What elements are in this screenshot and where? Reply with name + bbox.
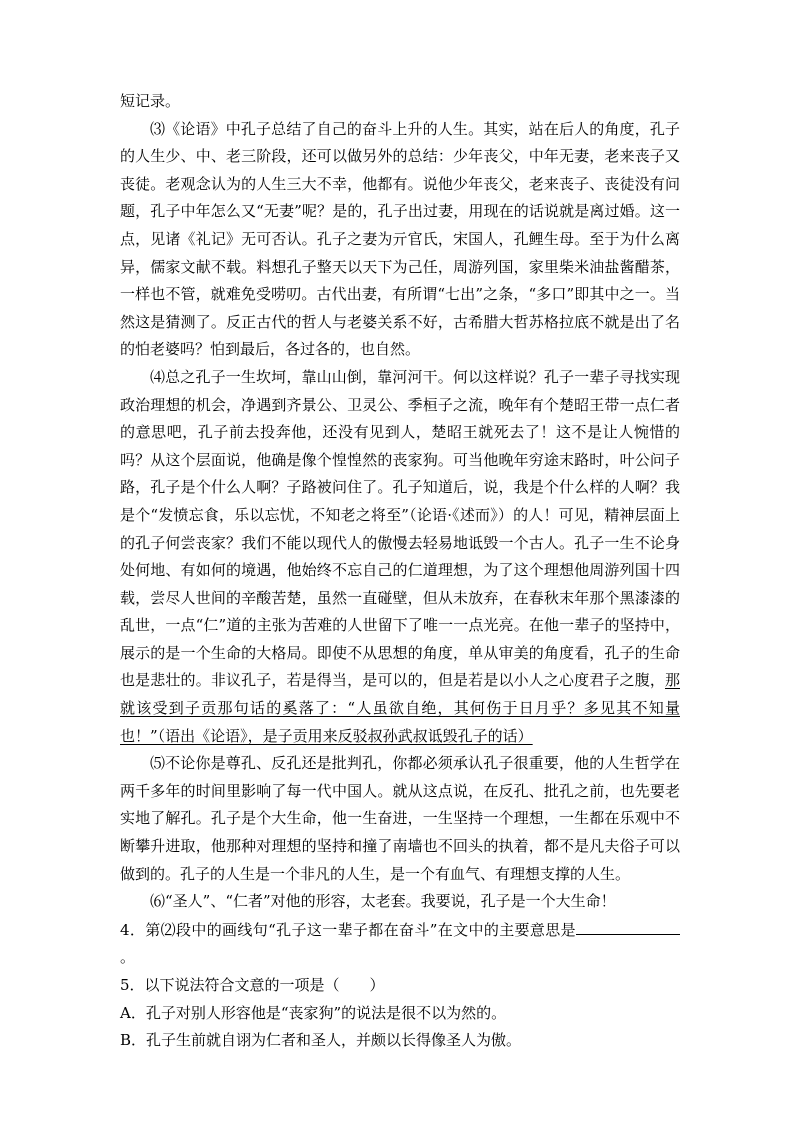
question-4-end: 。 — [120, 948, 136, 967]
answer-blank — [576, 916, 680, 935]
continuation-line: 短记录。 — [120, 92, 181, 110]
question-4-text: 4．第⑵段中的画线句“孔子这一辈子都在奋斗”在文中的主要意思是 — [120, 920, 576, 939]
paragraph-4 — [120, 364, 680, 750]
paragraph-4-text: ⑷总之孔子一生坎坷，靠山山倒，靠河河干。何以这样说？孔子一辈子寻找实现政治理想的机会，净遇到齐景公、卫灵公、季桓子之流，晚年有个楚昭王带一点仁者的意思吧，孔子前去投奔他，还没有见到人，楚昭王就死去了！这不是让人惋惜的吗？从这个层面说，他确是像个惶惶然的丧家狗。可当他晚年穷途末路时，叶公问子路，孔子是个什么人啊？子路被问住了。孔子知道后，说，我是个什么样的人啊？我是个“发愤忘食，乐以忘忧，不知老之将至”（论语·《述而》）的人！可见，精神层面上的孔子何尝丧家？我们不能以现代人的傲慢去轻易地诋毁一个古人。孔子一生不论身处何地、有如何的境遇，他始终不忘自己的仁道理想，为了这个理想他周游列国十四载，尝尽人世间的辛酸苦楚，虽然一直碰壁，但从未放弃，在春秋末年那个黑漆漆的乱世，一点“仁”道的主张为苦难的人世留下了唯一一点光亮。在他一辈子的坚持中，展示的是一个生命的大格局。即使不从思想的角度，单从审美的角度看，孔子的生命也是悲壮的。非议孔子，若是得当，是可以的，但是若是以小人之心度君子之腹， — [120, 367, 680, 690]
question-5: 5．以下说法符合文意的一项是（ ） — [120, 976, 385, 994]
option-b: B．孔子生前就自诩为仁者和圣人，并颇以长得像圣人为傲。 — [120, 1031, 522, 1050]
option-a: A．孔子对别人形容他是“丧家狗”的说法是很不以为然的。 — [120, 1003, 507, 1022]
article-body — [120, 88, 680, 1055]
paragraph-6: ⑹“圣人”、“仁者”对他的形容，太老套。我要说，孔子是一个大生命！ — [150, 892, 616, 911]
paragraph-5: ⑸不论你是尊孔、反孔还是批判孔，你都必须承认孔子很重要，他的人生哲学在两千多年的时间里影响了每一代中国人。就从这点说，在反孔、批孔之前，也先要老实地了解孔。孔子是个大生命，他一生奋进，一生坚持一个理想，一生都在乐观中不断攀升进取，他那种对理想的坚持和撞了南墙也不回头的执着，都不是凡夫俗子可以做到的。孔子的人生是一个非凡的人生，是一个有血气、有理想支撑的人生。 — [120, 754, 680, 883]
paragraph-3: ⑶《论语》中孔子总结了自己的奋斗上升的人生。其实，站在后人的角度，孔子的人生少、中、老三阶段，还可以做另外的总结：少年丧父，中年无妻，老来丧子又丧徒。老观念认为的人生三大不幸，他都有。说他少年丧父，老来丧子、丧徒没有问题，孔子中年怎么又“无妻”呢？是的，孔子出过妻，用现在的话说就是离过婚。这一点，见诸《礼记》无可否认。孔子之妻为亓官氏，宋国人，孔鲤生母。至于为什么离异，儒家文献不载。料想孔子整天以天下为己任，周游列国，家里柴米油盐酱醋茶，一样也不管，就难免受唠叨。古代出妻，有所谓“七出”之条，“多口”即其中之一。当然这是猜测了。反正古代的哲人与老婆关系不好，古希腊大哲苏格拉底不就是出了名的怕老婆吗？怕到最后，各过各的，也自然。 — [120, 119, 680, 359]
question-4 — [120, 916, 680, 972]
underlined-sentence: 那就该受到子贡那句话的奚落了：“人虽欲自绝，其何伤于日月乎？多见其不知量也！”（语出《论语》，是子贡用来反驳叔孙武叔诋毁孔子的话） — [120, 671, 680, 745]
